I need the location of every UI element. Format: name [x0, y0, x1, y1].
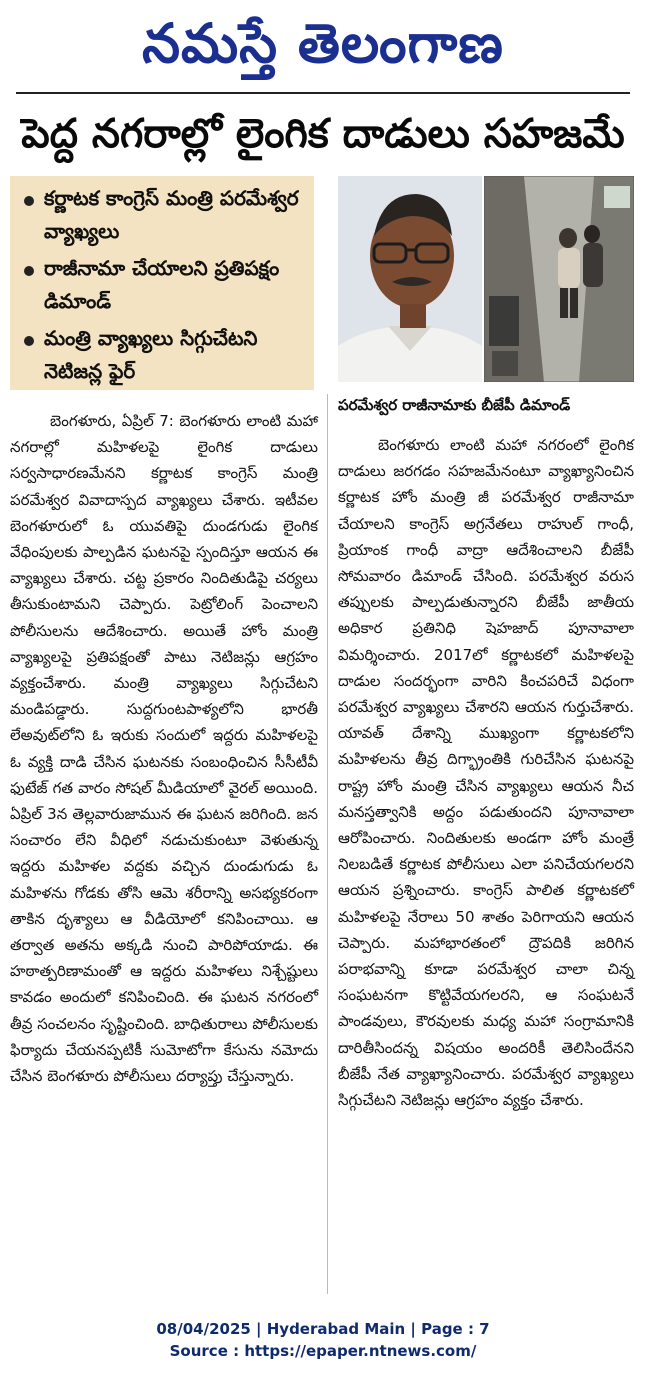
highlight-text: కర్ణాటక కాంగ్రెస్ మంత్రి పరమేశ్వర వ్యాఖ్యలు [44, 186, 299, 243]
highlight-item [18, 322, 306, 388]
masthead-rule [16, 92, 630, 94]
bullet-icon [24, 336, 34, 346]
masthead-title: నమస్తే తెలంగాణ [142, 12, 504, 75]
bullet-icon [24, 196, 34, 206]
article-paragraph: బెంగళూరు లాంటి మహా నగరంలో లైంగిక దాడులు జరగడం సహజమేనంటూ వ్యాఖ్యానించిన కర్ణాటక హోం మంత్రి జీ పరమేశ్వర రాజీనామా చేయాలని కాంగ్రెస్ అగ్రనేతలు రాహుల్ గాంధీ, ప్రియాంక గాంధీ వాద్రా ఆదేశించాలని బీజేపీ సోమవారం డిమాండ్ చేసింది. పరమేశ్వర వరుస తప్పులకు పాల్పడుతున్నారని బీజేపీ జాతీయ అధికార ప్రతినిధి షెహజాద్ పూనావాలా విమర్శించారు. 2017లో కర్ణాటకలో మహిళలపై దాడుల సందర్భంగా వారిని కించపరిచే విధంగా పరమేశ్వర వ్యాఖ్యలు చేశారని ఆయన గుర్తుచేశారు. యావత్ దేశాన్ని ముఖ్యంగా కర్ణాటకలోని మహిళలను తీవ్ర దిగ్భ్రాంతికి గురిచేసిన ఘటనపై రాష్ట్ర హోం మంత్రి చేసిన వ్యాఖ్యలు ఆయన నీచ మనస్తత్వానికి అద్దం పడుతుందని పూనావాలా ఆరోపించారు. నిందితులకు అండగా హోం మంత్రే నిలబడితే కర్ణాటక పోలీసులు ఎలా పనిచేయగలరని ఆయన ప్రశ్నించారు. కాంగ్రెస్ పాలిత కర్ణాటకలో మహిళలపై నేరాలు 50 శాతం పెరిగాయని ఆయన చెప్పారు. మహాభారతంలో ద్రౌపదికి జరిగిన పరాభవాన్ని కూడా పరమేశ్వర చాలా చిన్న సంఘటనగా కొట్టివేయగలరని, ఆ సంఘటనే పాండవులు, కౌరవులకు మధ్య మహా సంగ్రామానికి దారితీసిందన్న విషయం అందరికీ తెలిసిందేనని బీజేపీ నేత వ్యాఖ్యానించారు. పరమేశ్వర వ్యాఖ్యలు సిగ్గుచేటని నెటిజన్లు ఆగ్రహం వ్యక్తం చేశారు. [338, 436, 634, 1110]
highlight-item [18, 182, 306, 248]
highlights-box [10, 176, 314, 390]
highlight-text: మంత్రి వ్యాఖ్యలు సిగ్గుచేటని నెటిజన్ల ఫైర్ [44, 326, 258, 383]
cctv-footage-photo [484, 176, 634, 382]
minister-photo [338, 176, 482, 382]
article-column-left [10, 408, 318, 1089]
article-column-right [338, 432, 634, 1113]
bullet-icon [24, 266, 34, 276]
footer-source: Source : https://epaper.ntnews.com/ [169, 1342, 477, 1360]
article-paragraph: బెంగళూరు, ఏప్రిల్ 7: బెంగళూరు లాంటి మహా నగరాల్లో మహిళలపై లైంగిక దాడులు సర్వసాధారణమేనని కర్ణాటక కాంగ్రెస్ మంత్రి పరమేశ్వర వివాదాస్పద వ్యాఖ్యలు చేశారు. ఇటీవల బెంగళూరులో ఓ యువతిపై దుండగుడు లైంగిక వేధింపులకు పాల్పడిన ఘటనపై స్పందిస్తూ ఆయన ఈ వ్యాఖ్యలు చేశారు. చట్ట ప్రకారం నిందితుడిపై చర్యలు తీసుకుంటామని చెప్పారు. పెట్రోలింగ్ పెంచాలని పోలీసులను ఆదేశించారు. అయితే హోం మంత్రి వ్యాఖ్యలపై ప్రతిపక్షంతో పాటు నెటిజన్లు ఆగ్రహం వ్యక్తంచేశారు. మంత్రి వ్యాఖ్యలు సిగ్గుచేటని మండిపడ్డారు. సుద్దగుంటపాళ్యలోని భారతీ లేఅవుట్‌లోని ఓ ఇరుకు సందులో ఇద్దరు మహిళలపై ఓ వ్యక్తి దాడి చేసిన ఘటనకు సంబంధించిన సీసీటీవీ ఫుటేజ్ గత వారం సోషల్ మీడియాలో వైరల్ అయింది. ఏప్రిల్ 3న తెల్లవారుజామున ఈ ఘటన జరిగింది. జన సంచారం లేని వీధిలో నడుచుకుంటూ వెళుతున్న ఇద్దరు మహిళల వద్దకు వచ్చిన దుండుగుడు ఓ మహిళను గోడకు తోసి ఆమె శరీరాన్ని అసభ్యకరంగా తాకిన దృశ్యాలు ఆ వీడియోలో కనిపించాయి. ఆ తర్వాత అతను అక్కడి నుంచి పారిపోయాడు. ఈ హఠాత్పరిణామంతో ఆ ఇద్దరు మహిళలు నిశ్చేష్టులు కావడం అందులో కనిపించింది. ఈ ఘటన నగరంలో తీవ్ర సంచలనం సృష్టించింది. బాధితురాలు పోలీసులకు ఫిర్యాదు చేయనప్పటికీ సుమోటోగా కేసును నమోదు చేసిన బెంగళూరు పోలీసులు దర్యాప్తు చేస్తున్నారు. [10, 412, 318, 1086]
column-divider [327, 394, 328, 1294]
footer-edition-info: 08/04/2025 | Hyderabad Main | Page : 7 [156, 1320, 490, 1338]
photo-caption: పరమేశ్వర రాజీనామాకు బీజేపీ డిమాండ్ [338, 396, 571, 414]
article-headline: పెద్ద నగరాల్లో లైంగిక దాడులు సహజమే [21, 111, 625, 157]
highlight-text: రాజీనామా చేయాలని ప్రతిపక్షం డిమాండ్ [44, 256, 280, 313]
highlight-item [18, 252, 306, 318]
